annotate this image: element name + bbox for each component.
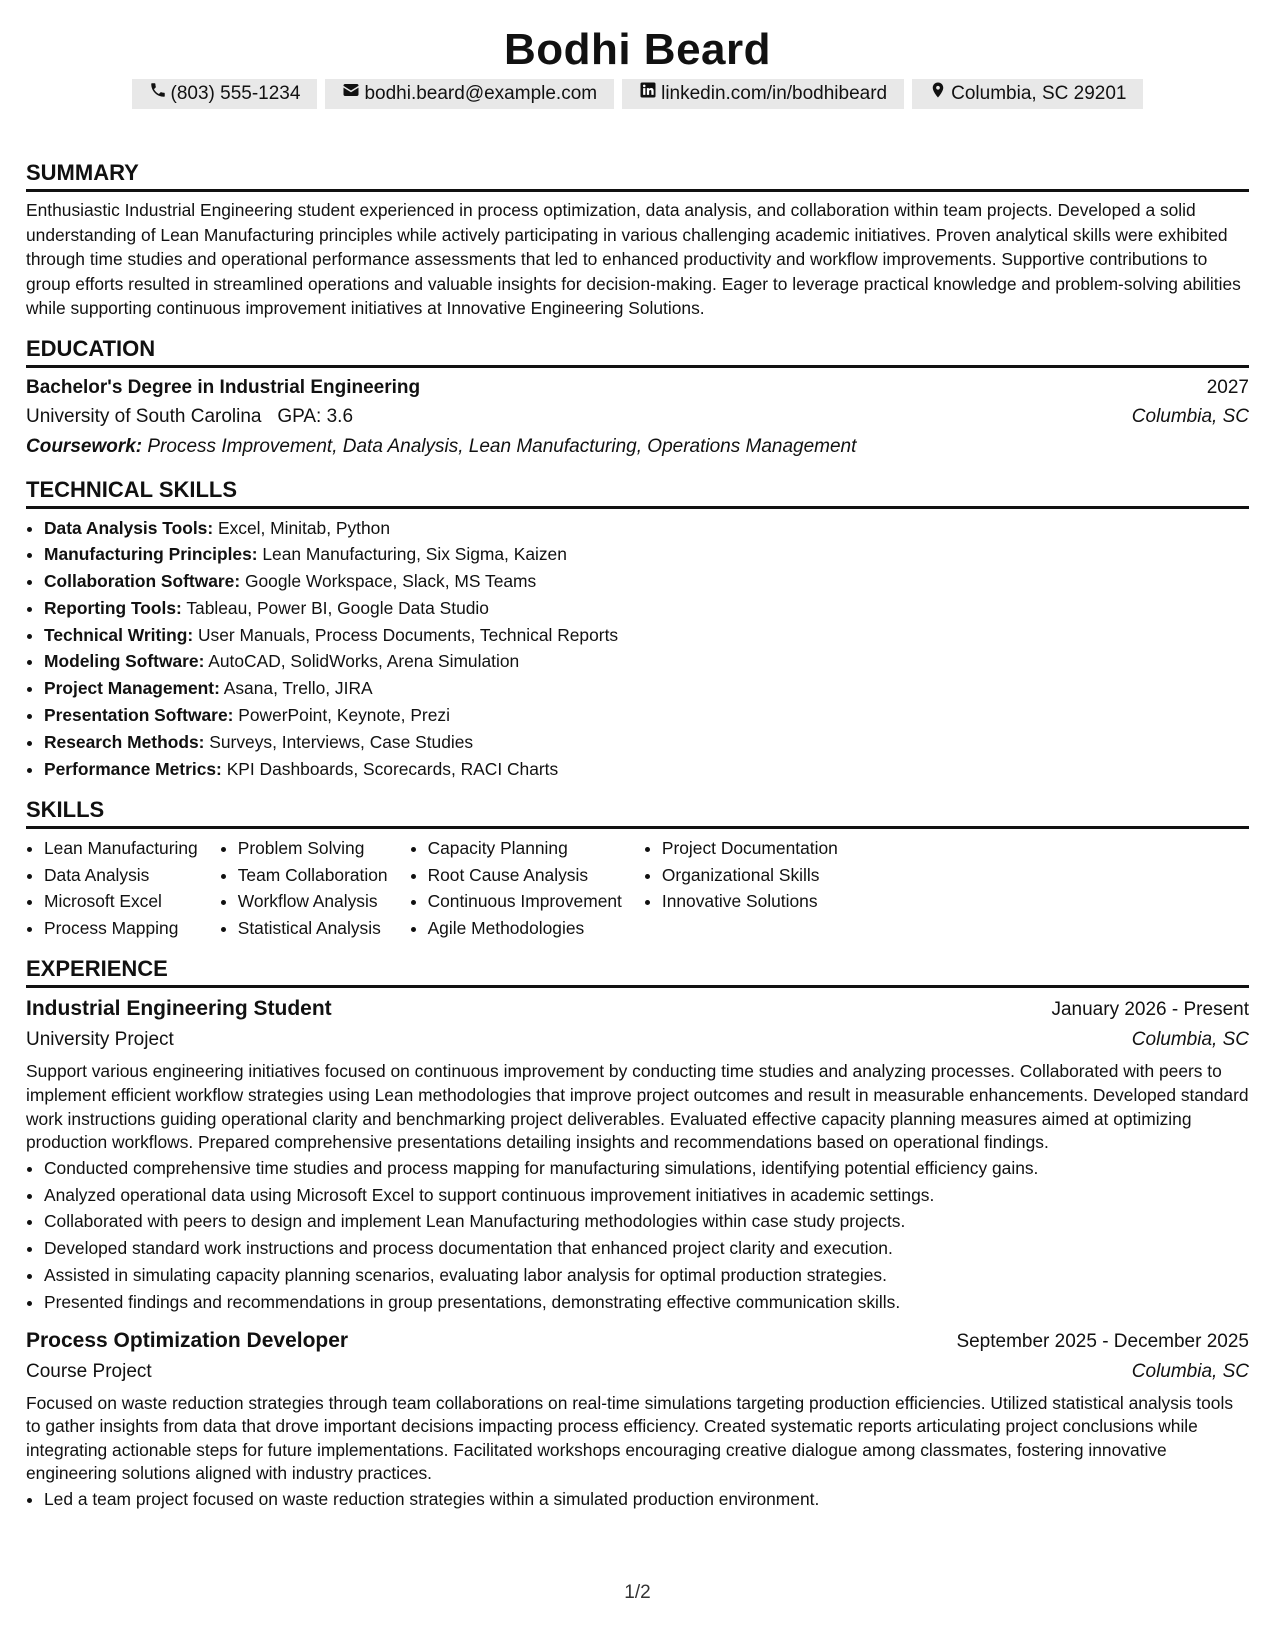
list-item: • Assisted in simulating capacity planning scenarios, evaluating labor analysis for optimal production strategies.	[44, 1262, 1249, 1289]
skill-label: Data Analysis Tools:	[44, 517, 214, 538]
skill-label: Technical Writing:	[44, 624, 194, 645]
job-header	[26, 994, 1249, 1025]
skill-value: Lean Manufacturing, Six Sigma, Kaizen	[262, 544, 567, 565]
skills-section	[26, 796, 1249, 941]
contact-linkedin[interactable]	[622, 79, 904, 109]
job-title: Industrial Engineering Student	[26, 997, 332, 1021]
list-item: • Microsoft Excel	[44, 888, 198, 915]
list-item: • Conducted comprehensive time studies and process mapping for manufacturing simulations, identifying potential efficiency gains.	[44, 1155, 1249, 1182]
list-item	[44, 648, 1249, 675]
skill-label: Modeling Software:	[44, 651, 205, 672]
list-item	[44, 541, 1249, 568]
summary-text: Enthusiastic Industrial Engineering student experienced in process optimization, data analysis, and collaboration within team projects. Developed a solid understanding of Lean Manufacturing principles while actively participating in various challenging academic initiatives. Proven analytical skills were exhibited through time studies and operational performance assessments that led to enhanced productivity and workflow improvements. Supportive contributions to group efforts resulted in streamlined operations and valuable insights for decision-making. Eager to leverage practical knowledge and problem-solving abilities while supporting continuous improvement initiatives at Innovative Engineering Solutions.	[26, 200, 1241, 318]
job-title: Process Optimization Developer	[26, 1328, 349, 1352]
list-item: • Process Mapping	[44, 915, 198, 942]
section-title: TECHNICAL SKILLS	[26, 476, 1249, 509]
skill-label: Reporting Tools:	[44, 597, 182, 618]
list-item: • Analyzed operational data using Microsoft Excel to support continuous improvement initiatives in academic settings.	[44, 1182, 1249, 1209]
linkedin-icon	[639, 80, 657, 108]
email-text: bodhi.beard@example.com	[364, 83, 598, 104]
degree: Bachelor's Degree in Industrial Engineering	[26, 376, 421, 398]
candidate-name: Bodhi Beard	[503, 25, 772, 74]
list-item	[44, 756, 1249, 783]
phone-text: (803) 555-1234	[170, 83, 301, 104]
skill-label: Project Management:	[44, 678, 220, 699]
page-number: 1/2	[624, 1582, 651, 1603]
skill-value: Surveys, Interviews, Case Studies	[209, 731, 474, 752]
list-item: • Capacity Planning	[428, 835, 622, 862]
graduation-year: 2027	[1206, 376, 1249, 398]
list-item: • Team Collaboration	[238, 862, 388, 889]
list-item	[44, 702, 1249, 729]
technical-skills-list	[26, 515, 1249, 783]
skill-label: Presentation Software:	[44, 705, 234, 726]
school-name: University of South Carolina	[26, 405, 262, 427]
phone-icon	[149, 80, 167, 108]
list-item	[44, 622, 1249, 649]
skill-value: User Manuals, Process Documents, Technical Reports	[197, 624, 619, 645]
list-item: • Statistical Analysis	[238, 915, 388, 942]
skill-value: Google Workspace, Slack, MS Teams	[244, 571, 537, 592]
job-description: Focused on waste reduction strategies through team collaborations on real-time simulations targeting production efficiencies. Utilized statistical analysis tools to gather insights from data that drove important decisions impacting process efficiency. Created systematic reports articulating project conclusions while integrating actionable steps for future implementations. Facilitated workshops encouraging creative dialogue among classmates, fostering innovative engineering solutions aligned with industry practices.	[26, 1392, 1234, 1484]
school-location: Columbia, SC	[1131, 405, 1249, 427]
skill-label: Research Methods:	[44, 731, 205, 752]
job-subheader	[26, 1357, 1249, 1387]
list-item	[44, 568, 1249, 595]
contact-phone[interactable]	[132, 79, 318, 109]
coursework-list: Process Improvement, Data Analysis, Lean Manufacturing, Operations Management	[147, 435, 857, 457]
technical-skills-section	[26, 476, 1249, 783]
list-item: • Lean Manufacturing	[44, 835, 198, 862]
section-title: SKILLS	[26, 796, 1249, 829]
skills-column	[26, 835, 198, 941]
resume-page	[26, 0, 1249, 1523]
summary-section	[26, 159, 1249, 321]
list-item: • Developed standard work instructions and process documentation that enhanced project clarity and execution.	[44, 1235, 1249, 1262]
list-item: • Root Cause Analysis	[428, 862, 622, 889]
list-item	[44, 729, 1249, 756]
skills-column	[220, 835, 388, 941]
list-item	[44, 675, 1249, 702]
list-item: • Presented findings and recommendations in group presentations, demonstrating effective communication skills.	[44, 1289, 1249, 1316]
job-date: January 2026 - Present	[1051, 999, 1249, 1021]
job-location: Columbia, SC	[1131, 1029, 1249, 1051]
job-subheader	[26, 1025, 1249, 1055]
contact-email[interactable]	[325, 79, 614, 109]
list-item	[44, 515, 1249, 542]
job-entry	[26, 994, 1249, 1315]
education-school-row	[26, 402, 1249, 432]
skills-column	[410, 835, 622, 941]
list-item: • Organizational Skills	[662, 862, 838, 889]
list-item: • Project Documentation	[662, 835, 838, 862]
skill-value: Excel, Minitab, Python	[217, 517, 391, 538]
skill-value: Asana, Trello, JIRA	[223, 678, 373, 699]
location-icon	[929, 80, 947, 108]
linkedin-text: linkedin.com/in/bodhibeard	[661, 83, 888, 104]
job-org: University Project	[26, 1029, 174, 1051]
list-item	[44, 595, 1249, 622]
job-bullets	[26, 1155, 1249, 1316]
job-location: Columbia, SC	[1131, 1360, 1249, 1382]
job-org: Course Project	[26, 1360, 152, 1382]
skill-value: Tableau, Power BI, Google Data Studio	[186, 597, 489, 618]
coursework	[26, 432, 1249, 462]
job-entry	[26, 1326, 1249, 1513]
skill-value: KPI Dashboards, Scorecards, RACI Charts	[226, 758, 559, 779]
education-section	[26, 335, 1249, 462]
contact-bar	[26, 79, 1249, 109]
skill-value: AutoCAD, SolidWorks, Arena Simulation	[208, 651, 520, 672]
email-icon	[342, 80, 360, 108]
job-date: September 2025 - December 2025	[956, 1330, 1249, 1352]
contact-location[interactable]	[912, 79, 1143, 109]
skills-grid	[26, 835, 1249, 941]
skill-label: Manufacturing Principles:	[44, 544, 258, 565]
list-item: • Led a team project focused on waste reduction strategies within a simulated production environment.	[44, 1486, 1249, 1513]
experience-section	[26, 955, 1249, 1512]
location-text: Columbia, SC 29201	[951, 83, 1127, 104]
list-item: • Workflow Analysis	[238, 888, 388, 915]
list-item: • Collaborated with peers to design and implement Lean Manufacturing methodologies within case study projects.	[44, 1208, 1249, 1235]
skills-column	[644, 835, 838, 941]
list-item: • Innovative Solutions	[662, 888, 838, 915]
coursework-label: Coursework:	[26, 435, 143, 457]
gpa: GPA: 3.6	[277, 405, 354, 427]
section-title: EXPERIENCE	[26, 955, 1249, 988]
education-header	[26, 374, 1249, 402]
section-title: EDUCATION	[26, 335, 1249, 368]
skill-value: PowerPoint, Keynote, Prezi	[238, 705, 450, 726]
job-header	[26, 1326, 1249, 1357]
skill-label: Collaboration Software:	[44, 571, 241, 592]
school-line	[26, 402, 353, 432]
section-title: SUMMARY	[26, 159, 1249, 192]
job-bullets	[26, 1486, 1249, 1513]
skill-label: Performance Metrics:	[44, 758, 222, 779]
list-item: • Continuous Improvement	[428, 888, 622, 915]
list-item: • Problem Solving	[238, 835, 388, 862]
job-description: Support various engineering initiatives focused on continuous improvement by conducting time studies and analyzing processes. Collaborated with peers to implement efficient workflow strategies using Lean methodologies that improve project outcomes and result in measurable enhancements. Developed standard work instructions guiding operational clarity and benchmarking project deliverables. Evaluated effective capacity planning measures aimed at optimizing production workflows. Prepared comprehensive presentations detailing insights and recommendations based on operational findings.	[26, 1061, 1249, 1153]
list-item: • Data Analysis	[44, 862, 198, 889]
list-item: • Agile Methodologies	[428, 915, 622, 942]
